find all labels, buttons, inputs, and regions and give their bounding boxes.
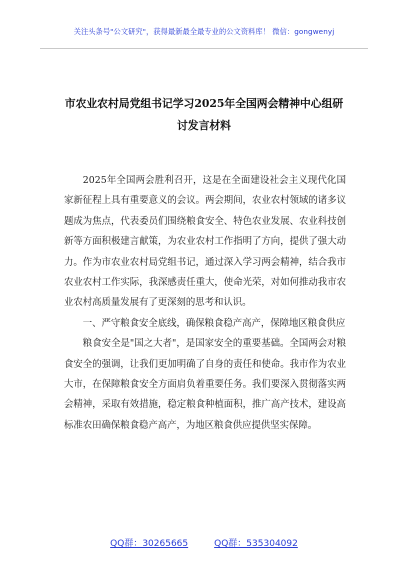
footer-contacts	[0, 536, 408, 549]
section-paragraph-1: 粮食安全是"国之大者"，是国家安全的重要基础。全国两会对粮食安全的强调，让我们更加明确了自身的责任和使命。我市作为农业大市，在保障粮食安全方面肩负着重要任务。我们要深入贯彻落实两会精神，采取有效措施，稳定粮食种植面积，推广高产技术，建设高标准农田确保粮食稳产高产，为地区粮食供应提供坚实保障。	[64, 338, 346, 431]
promo-banner: 关注头条号"公文研究"，获得最新最全最专业的公文资料库！ 微信：gongwenyj	[73, 27, 335, 36]
qq-group-link-1[interactable]: QQ群：30265665	[110, 539, 189, 549]
document-title-line-1: 市农业农村局党组书记学习2025年全国两会精神中心组研	[64, 97, 344, 110]
section-heading-1: 一、严守粮食安全底线，确保粮食稳产高产，保障地区粮食供应	[82, 317, 346, 329]
banner-divider	[40, 48, 368, 49]
qq-group-link-2[interactable]: QQ群：535304092	[214, 539, 298, 549]
document-body	[64, 171, 346, 436]
document-title-line-2: 讨发言材料	[177, 119, 231, 132]
intro-paragraph: 2025年全国两会胜利召开，这是在全面建设社会主义现代化国家新征程上具有重要意义的会议。两会期间，农业农村领域的诸多议题成为焦点，代表委员们围绕粮食安全、特色农业发展、农业科技创新等方面积极建言献策，为农业农村工作指明了方向，提供了强大动力。作为市农业农村局党组书记，通过深入学习两会精神，结合我市农业农村工作实际，我深感责任重大，使命光荣，对如何推动我市农业农村高质量发展有了更深刻的思考和认识。	[64, 175, 346, 309]
